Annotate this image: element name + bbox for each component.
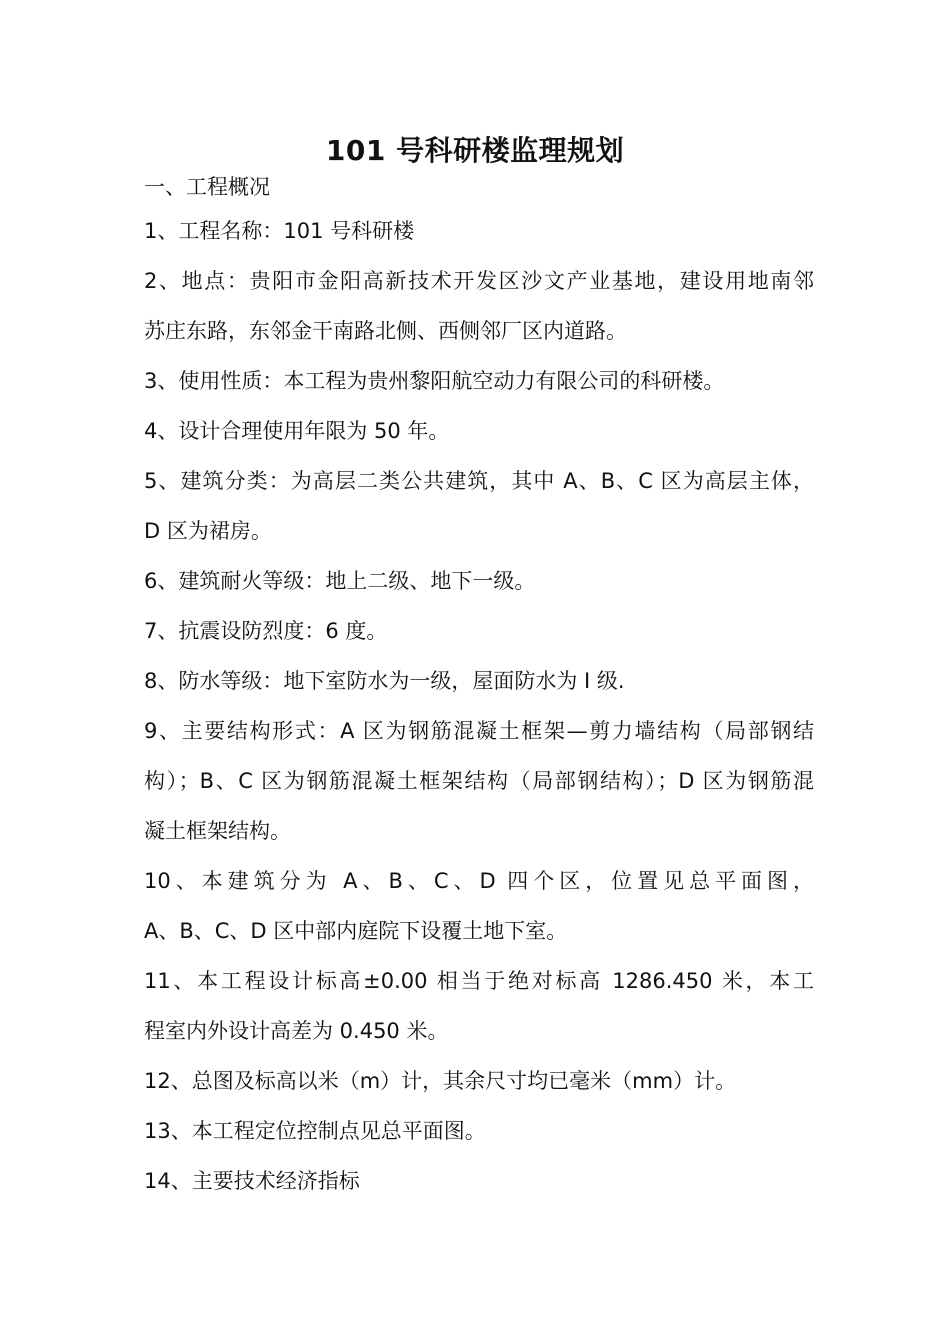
paragraph-line: 8、防水等级：地下室防水为一级，屋面防水为 I 级. — [144, 669, 625, 693]
paragraph-line: 1、工程名称：101 号科研楼 — [144, 219, 415, 243]
paragraph-line: 7、抗震设防烈度：6 度。 — [144, 619, 388, 643]
paragraph-line: A、B、C、D 区中部内庭院下设覆土地下室。 — [144, 919, 568, 943]
paragraph-line: 4、设计合理使用年限为 50 年。 — [144, 419, 450, 443]
paragraph-line: 12、总图及标高以米（m）计，其余尺寸均已毫米（mm）计。 — [144, 1069, 737, 1093]
paragraph-line: 程室内外设计高差为 0.450 米。 — [144, 1019, 449, 1043]
paragraph-line: 14、主要技术经济指标 — [144, 1169, 360, 1193]
paragraph-line: 13、本工程定位控制点见总平面图。 — [144, 1119, 486, 1143]
paragraph-line: 11、本工程设计标高±0.00 相当于绝对标高 1286.450 米，本工 — [144, 969, 814, 993]
paragraph-line: 3、使用性质：本工程为贵州黎阳航空动力有限公司的科研楼。 — [144, 369, 725, 393]
paragraph-line: 10、本建筑分为 A、B、C、D 四个区，位置见总平面图， — [144, 869, 814, 893]
paragraph-line: 构）；B、C 区为钢筋混凝土框架结构（局部钢结构）；D 区为钢筋混 — [144, 769, 814, 793]
paragraph-line: 苏庄东路，东邻金干南路北侧、西侧邻厂区内道路。 — [144, 319, 627, 343]
paragraph-line: 凝土框架结构。 — [144, 819, 291, 843]
paragraph-line: 9、主要结构形式：A 区为钢筋混凝土框架—剪力墙结构（局部钢结 — [144, 719, 814, 743]
document-title: 101 号科研楼监理规划 — [325, 134, 625, 167]
document-body — [144, 168, 814, 1206]
paragraph-line: 2、地点：贵阳市金阳高新技术开发区沙文产业基地，建设用地南邻 — [144, 269, 814, 293]
paragraph-line: 6、建筑耐火等级：地上二级、地下一级。 — [144, 569, 536, 593]
paragraph-line: D 区为裙房。 — [144, 519, 272, 543]
section-heading: 一、工程概况 — [144, 175, 270, 199]
paragraph-line: 5、建筑分类：为高层二类公共建筑，其中 A、B、C 区为高层主体， — [144, 469, 814, 493]
